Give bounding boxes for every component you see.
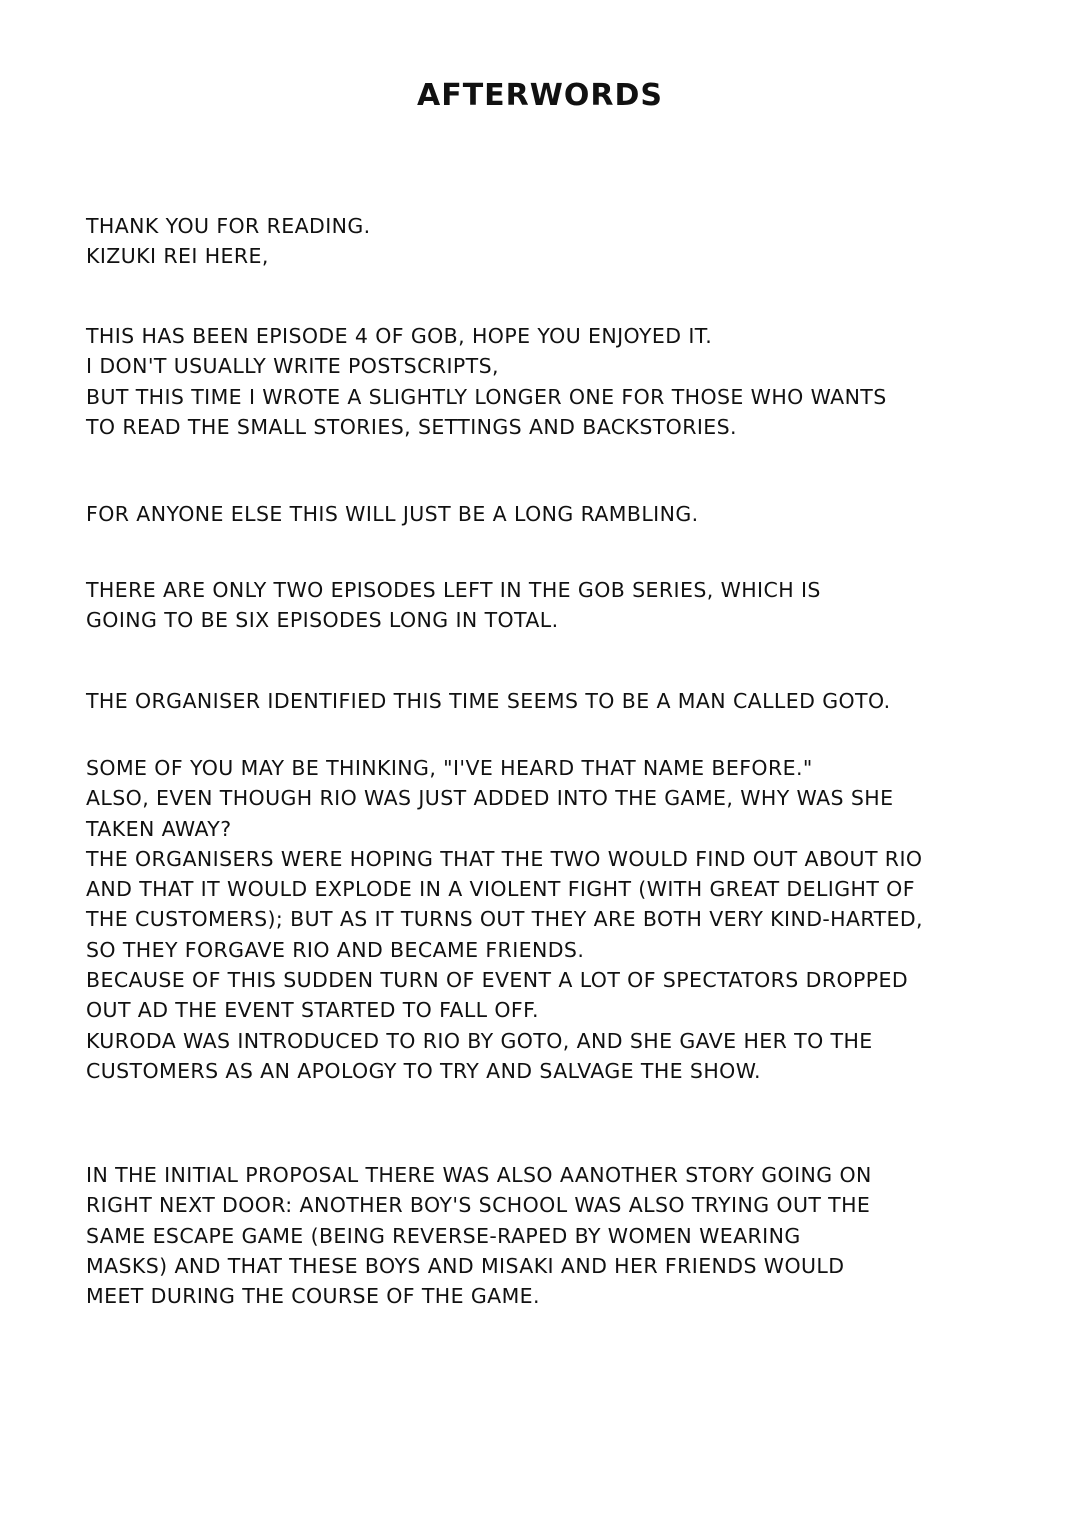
text-line: OUT AD THE EVENT STARTED TO FALL OFF. xyxy=(86,998,539,1023)
text-line: AND THAT IT WOULD EXPLODE IN A VIOLENT FIGHT (WITH GREAT DELIGHT OF xyxy=(86,877,915,902)
text-line: SO THEY FORGAVE RIO AND BECAME FRIENDS. xyxy=(86,937,585,962)
paragraph-goto-rio xyxy=(86,753,923,1086)
text-line: SOME OF YOU MAY BE THINKING, "I'VE HEARD THAT NAME BEFORE." xyxy=(86,756,813,780)
paragraph-rambling xyxy=(86,499,699,529)
text-line: THANK YOU FOR READING. xyxy=(86,214,371,238)
text-line: CUSTOMERS AS AN APOLOGY TO TRY AND SALVAGE THE SHOW. xyxy=(86,1058,761,1083)
text-line: THE CUSTOMERS); BUT AS IT TURNS OUT THEY ARE BOTH VERY KIND-HARTED, xyxy=(86,907,923,932)
page-title: AFTERWORDS xyxy=(417,78,663,113)
paragraph-intro xyxy=(86,321,887,442)
text-line: THE ORGANISER IDENTIFIED THIS TIME SEEMS TO BE A MAN CALLED GOTO. xyxy=(86,689,891,713)
text-line: RIGHT NEXT DOOR: ANOTHER BOY'S SCHOOL WAS ALSO TRYING OUT THE xyxy=(86,1193,871,1218)
text-line: TO READ THE SMALL STORIES, SETTINGS AND BACKSTORIES. xyxy=(86,414,737,439)
text-line: MASKS) AND THAT THESE BOYS AND MISAKI AND HER FRIENDS WOULD xyxy=(86,1253,845,1278)
text-line: IN THE INITIAL PROPOSAL THERE WAS ALSO AANOTHER STORY GOING ON xyxy=(86,1163,872,1187)
paragraph-initial-proposal xyxy=(86,1160,872,1311)
text-line: BECAUSE OF THIS SUDDEN TURN OF EVENT A LOT OF SPECTATORS DROPPED xyxy=(86,968,909,993)
text-line: THIS HAS BEEN EPISODE 4 OF GOB, HOPE YOU ENJOYED IT. xyxy=(86,324,713,348)
text-line: MEET DURING THE COURSE OF THE GAME. xyxy=(86,1284,540,1309)
text-line: ALSO, EVEN THOUGH RIO WAS JUST ADDED INTO THE GAME, WHY WAS SHE xyxy=(86,786,894,811)
text-line: FOR ANYONE ELSE THIS WILL JUST BE A LONG RAMBLING. xyxy=(86,502,699,526)
text-line: THERE ARE ONLY TWO EPISODES LEFT IN THE GOB SERIES, WHICH IS xyxy=(86,578,821,602)
paragraph-episodes-left xyxy=(86,575,821,636)
paragraph-organiser xyxy=(86,686,891,716)
text-line: TAKEN AWAY? xyxy=(86,816,232,841)
text-line: KURODA WAS INTRODUCED TO RIO BY GOTO, AND SHE GAVE HER TO THE xyxy=(86,1028,873,1053)
text-line: GOING TO BE SIX EPISODES LONG IN TOTAL. xyxy=(86,608,559,633)
paragraph-greeting xyxy=(86,211,371,272)
text-line: KIZUKI REI HERE, xyxy=(86,244,269,269)
text-line: I DON'T USUALLY WRITE POSTSCRIPTS, xyxy=(86,354,499,379)
text-line: BUT THIS TIME I WROTE A SLIGHTLY LONGER ONE FOR THOSE WHO WANTS xyxy=(86,384,887,409)
text-line: THE ORGANISERS WERE HOPING THAT THE TWO WOULD FIND OUT ABOUT RIO xyxy=(86,846,923,871)
text-line: SAME ESCAPE GAME (BEING REVERSE-RAPED BY WOMEN WEARING xyxy=(86,1223,801,1248)
